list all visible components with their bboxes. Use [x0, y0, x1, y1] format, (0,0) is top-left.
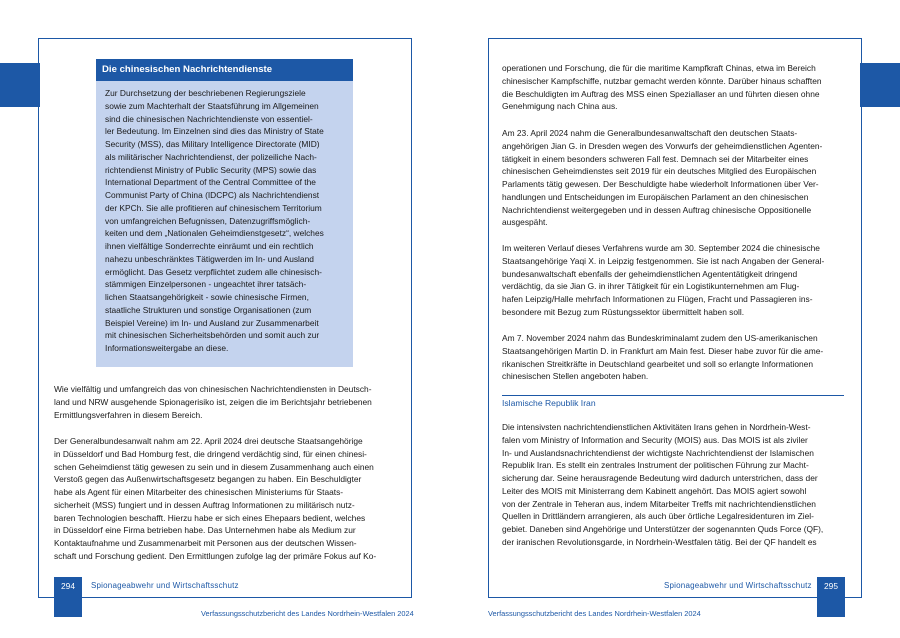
text-line: operationen und Forschung, die für die maritime Kampfkraft Chinas, etwa im Bereich — [502, 63, 816, 73]
left-paragraph-1 — [54, 383, 372, 421]
info-box-line: als militärischer Nachrichtendienst, der polizeiliche Nach- — [105, 151, 317, 162]
text-line: in Düsseldorf und Bad Homburg fest, die dringend verdächtig sind, für einen chinesi- — [54, 448, 367, 459]
text-line: Am 7. November 2024 nahm das Bundeskriminalamt zudem den US-amerikanischen — [502, 333, 818, 343]
text-line: Im weiteren Verlauf dieses Verfahrens wurde am 30. September 2024 die chinesische — [502, 243, 820, 253]
info-box-line: staatliche Strukturen und sonstige Organisationen (zum — [105, 304, 312, 315]
info-box-line: sowie zum Machterhalt der Staatsführung im Allgemeinen — [105, 100, 319, 111]
info-box-body — [96, 81, 353, 367]
info-box-line: ler Bedeutung. Im Einzelnen sind dies das Ministry of State — [105, 126, 324, 137]
info-box-line: sind die chinesischen Nachrichtendienste von essentiel- — [105, 113, 313, 124]
info-box-line: Communist Party of China (IDCPC) als Nachrichtendienst — [105, 190, 320, 200]
left-edge-tab — [0, 63, 40, 107]
text-line: ausgespäht. — [502, 217, 548, 228]
text-line: hafen Leipzig/Halle mehrfach Informationen zu Flügen, Fracht und Passagieren ins- — [502, 294, 813, 304]
text-line: Quellen in Drittländern arrangieren, als auch über örtliche Legalresidenturen im Ziel- — [502, 511, 814, 522]
text-line: sicherheit (MSS) fungiert und in dessen Auftrag Informationen zu militärisch nutz- — [54, 499, 355, 510]
text-line: Kontaktaufnahme und Zusammenarbeit mit Personen aus der deutschen Wissen- — [54, 538, 357, 548]
info-box-line: Zur Durchsetzung der beschriebenen Regierungsziele — [105, 88, 306, 98]
section-label-left: Spionageabwehr und Wirtschaftsschutz — [91, 581, 239, 590]
info-box-title: Die chinesischen Nachrichtendienste — [96, 59, 353, 81]
info-box-line: keiten und dem „Nationalen Geheimdienstgesetz“, welches — [105, 228, 324, 239]
text-line: handlungen und Entscheidungen im Europäischen Parlament an den chinesischen — [502, 191, 809, 202]
text-line: Wie vielfältig und umfangreich das von chinesischen Nachrichtendiensten in Deutsch- — [54, 384, 372, 394]
text-line: der iranischen Revolutionsgarde, in Nordrhein-Westfalen tätig. Bei der QF handelt es — [502, 536, 817, 547]
info-box-line: Informationsweitergabe an diese. — [105, 343, 229, 353]
text-line: in Düsseldorf eine Firma betrieben habe. Das Unternehmen habe als Medium zur — [54, 525, 356, 536]
text-line: die Beschuldigten im Auftrag des MSS einen Speziallaser an und führten diesen ohne — [502, 88, 820, 99]
right-paragraph-2 — [502, 127, 822, 229]
section-subheading: Islamische Republik Iran — [502, 398, 596, 408]
text-line: Staatsangehörige Yaqi X. in Leipzig festgenommen. Sie ist nach Angaben der General- — [502, 255, 825, 266]
text-line: Verstoß gegen das Außenwirtschaftsgesetz begangen zu haben. Ein Beschuldigter — [54, 474, 362, 485]
info-box-line: International Department of the Central Committee of the — [105, 177, 316, 188]
info-box-line: ermöglicht. Das Gesetz verpflichtet zudem alle chinesisch- — [105, 266, 322, 277]
text-line: besondere mit Bezug zum Rüstungssektor übermittelt haben soll. — [502, 306, 745, 317]
text-line: chinesischer Kampfschiffe, nutzbar gemacht werden könnte. Darüber hinaus schafften — [502, 75, 822, 86]
text-line: Staatsangehörigen Martin D. in Frankfurt am Main fest. Dieser habe zuvor für die ame- — [502, 345, 824, 356]
footer-left: Verfassungsschutzbericht des Landes Nordrhein-Westfalen 2024 — [201, 609, 414, 618]
info-box-line: Security (MSS), das Military Intelligence Directorate (MID) — [105, 139, 320, 149]
page-number-left: 294 — [54, 577, 82, 617]
info-box-line: Beispiel Vereine) im In- und Ausland zur Zusammenarbeit — [105, 317, 319, 328]
text-line: In- und Auslandsnachrichtendienst der wichtigste Nachrichtendienst der Islamischen — [502, 447, 814, 458]
text-line: Nachrichtendienst weitergegeben und in dessen Auftrag chinesische Oppositionelle — [502, 204, 812, 215]
text-line: baren Technologien beschafft. Hierzu habe er sich eines Ehepaars bedient, welches — [54, 512, 366, 523]
text-line: gebiet. Daneben sind Angehörige und Unterstützer der sogenannten Quds Force (QF), — [502, 524, 824, 534]
info-box-line: stämmigen Einzelpersonen - ungeachtet ihrer tatsäch- — [105, 279, 307, 290]
text-line: Ermittlungsverfahren in diesem Bereich. — [54, 409, 203, 420]
info-box-line: ihnen vielfältige Sonderrechte einräumt und ein rechtlich — [105, 241, 314, 251]
info-box-line: richtendienst Ministry of Public Security (MPS) sowie das — [105, 164, 317, 175]
footer-right: Verfassungsschutzbericht des Landes Nordrhein-Westfalen 2024 — [488, 609, 701, 618]
right-paragraph-4 — [502, 332, 823, 383]
section-label-right: Spionageabwehr und Wirtschaftsschutz — [664, 581, 812, 590]
text-line: schen Geheimdienst tätig gewesen zu sein und in diesem Zusammenhang auch einen — [54, 461, 374, 472]
text-line: verdächtig, da sie Jian G. in ihrer Tätigkeit für ein Logistikunternehmen am Flug- — [502, 281, 800, 292]
right-paragraph-3 — [502, 242, 824, 319]
text-line: sicherung dar. Seine herausragende Bedeutung wird dadurch unterstrichen, dass der — [502, 473, 818, 483]
right-paragraph-5 — [502, 421, 823, 549]
info-box-line: mit chinesischen Sicherheitsbehörden und somit auch zur — [105, 330, 320, 341]
text-line: Republik Iran. Es stellt ein zentrales Instrument der politischen Führung zur Macht- — [502, 460, 809, 471]
text-line: von der Zentrale in Teheran aus, indem Mitarbeiter Treffs mit nachrichtendienstlichen — [502, 498, 816, 509]
section-divider — [502, 395, 844, 396]
text-line: chinesischen Stellen angeboten haben. — [502, 371, 649, 382]
info-box-line: von umfangreichen Befugnissen, Datenzugriffsmöglich- — [105, 215, 311, 226]
left-paragraph-2 — [54, 435, 376, 563]
right-paragraph-1 — [502, 62, 822, 113]
text-line: tätigkeit in einem besonders schweren Fall fest. Demnach sei der Mitarbeiter eines — [502, 153, 809, 164]
text-line: angehörigen Jian G. in Dresden wegen des Vorwurfs der geheimdienstlichen Agenten- — [502, 140, 823, 151]
text-line: Der Generalbundesanwalt nahm am 22. April 2024 drei deutsche Staatsangehörige — [54, 436, 363, 446]
text-line: rikanischen Streitkräfte in Deutschland gearbeitet und soll so erlangte Informationen — [502, 358, 813, 369]
text-line: falen vom Ministry of Information and Security (MOIS) aus. Das MOIS ist als ziviler — [502, 434, 808, 445]
text-line: habe als Agent für einen Mitarbeiter des chinesischen Ministeriums für Staats- — [54, 487, 344, 497]
text-line: chinesischen Geheimdienstes seit 2019 für ein deutsches Mitglied des Europäischen — [502, 166, 817, 177]
info-box-line: lichen Staatsangehörigkeit - sowie chinesische Firmen, — [105, 292, 309, 302]
text-line: bundesanwaltschaft ebenfalls der geheimdienstlichen Agententätigkeit dringend — [502, 268, 798, 279]
text-line: land und NRW ausgehende Spionagerisiko ist, zeigen die im Berichtsjahr betriebenen — [54, 396, 372, 407]
text-line: Leiter des MOIS mit Ministerrang dem Kabinett angehört. Das MOIS agiert sowohl — [502, 485, 807, 496]
text-line: Genehmigung nach China aus. — [502, 101, 618, 112]
text-line: Die intensivsten nachrichtendienstlichen Aktivitäten Irans gehen in Nordrhein-West- — [502, 422, 811, 432]
text-line: schaft und Forschung gedient. Den Ermittlungen zufolge lag der primäre Fokus auf Ko- — [54, 550, 377, 561]
page-number-right: 295 — [817, 577, 845, 617]
info-box-line: nahezu unbeschränktes Tätigwerden im In- und Ausland — [105, 253, 314, 264]
text-line: Parlaments tätig gewesen. Der Beschuldigte habe wiederholt Informationen über Ver- — [502, 179, 819, 189]
text-line: Am 23. April 2024 nahm die Generalbundesanwaltschaft den deutschen Staats- — [502, 128, 798, 138]
info-box-line: der KPCh. Sie alle profitieren auf chinesischem Territorium — [105, 202, 322, 213]
right-edge-tab — [860, 63, 900, 107]
